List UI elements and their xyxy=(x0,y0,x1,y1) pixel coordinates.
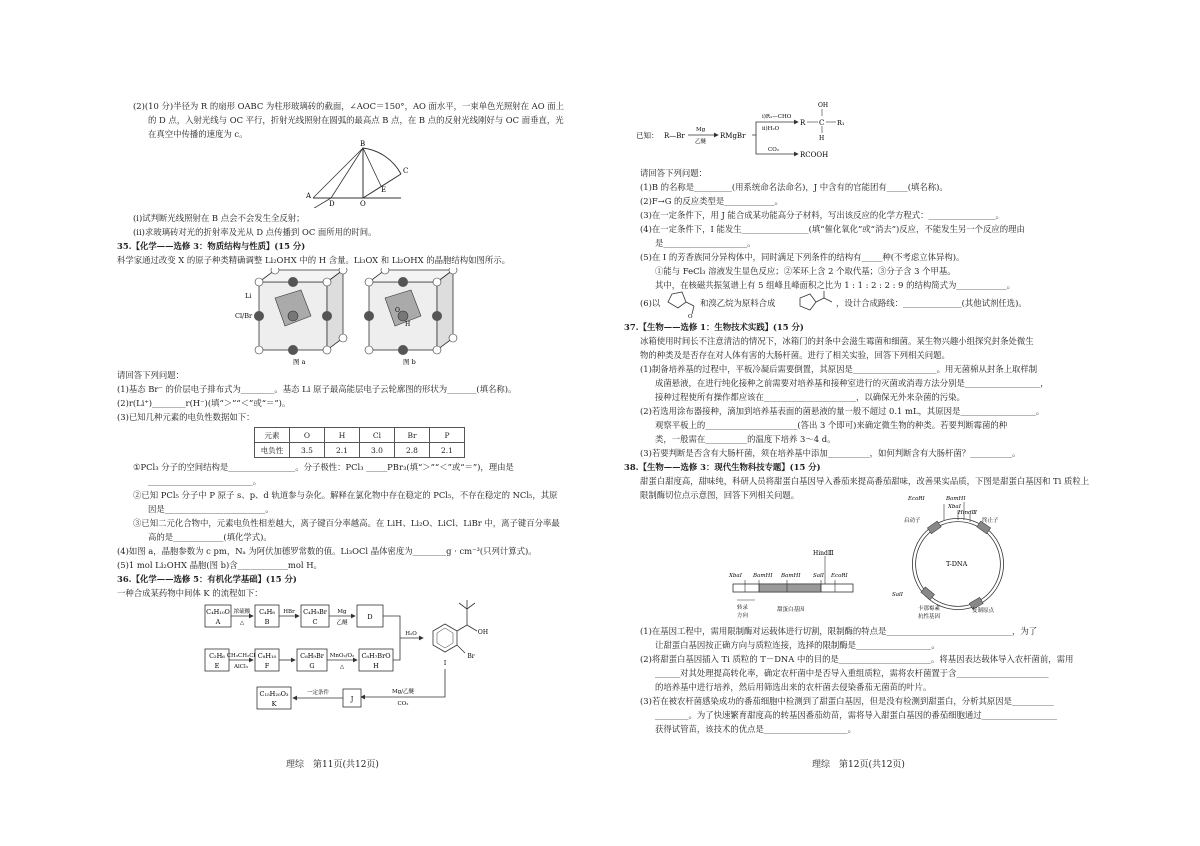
known-step2: ii)H₂O xyxy=(762,126,780,132)
svg-text:A: A xyxy=(215,618,221,626)
label-li: Li xyxy=(245,292,252,300)
q36c-s2: (2)F→G 的反应类型是____________。 xyxy=(640,196,783,206)
electronegativity-table xyxy=(254,427,465,458)
arrow-gh-top: MnO₂/O₂ xyxy=(329,653,355,659)
svg-text:C₄H₁₀O: C₄H₁₀O xyxy=(206,608,230,616)
q35-s3-3b: 高的是____________(填化学式)。 xyxy=(148,532,272,542)
svg-text:K: K xyxy=(271,700,277,708)
right-footer: 理综 第12页(共12页) xyxy=(812,760,905,770)
label-d: D xyxy=(329,200,335,208)
table-cell: Br xyxy=(395,428,430,443)
svg-text:O: O xyxy=(688,314,693,318)
table-cell: 元素 xyxy=(255,428,290,443)
refracted-ray xyxy=(331,148,363,198)
sector-figure xyxy=(305,140,425,208)
svg-text:C₈H₉Br: C₈H₉Br xyxy=(300,652,324,660)
box-k xyxy=(257,687,291,709)
known-product1-r: R xyxy=(800,119,806,127)
q37-s1c: 接种过程使所有操作都应该在______________________，以确保无外来杂菌的污染。 xyxy=(655,392,965,402)
gene-eco: EcoRⅠ xyxy=(831,573,848,579)
svg-text:H: H xyxy=(373,662,379,670)
q38-s2a: (2)将甜蛋白基因插入 Ti 质粒的 T－DNA 中的目的是______________________。将基因表达载体导入农杆菌前，需用 xyxy=(640,654,1074,664)
table-cell: 2.1 xyxy=(325,443,360,458)
q36c-s6b: 和溴乙烷为原料合成 xyxy=(700,298,776,308)
svg-text:C₈H₇BrO: C₈H₇BrO xyxy=(361,652,391,660)
label-cl-br: Cl/Br xyxy=(235,312,253,320)
table-cell: 2.8 xyxy=(395,443,430,458)
q36c-s4b: 是____________________。 xyxy=(655,238,756,248)
box-g xyxy=(297,649,327,671)
arc-left xyxy=(313,148,363,198)
arrow-h2o: H₂O xyxy=(405,631,417,637)
q35-s3-2b: 因是________________________。 xyxy=(148,504,274,514)
plasmid-kan1: 卡那霉素 xyxy=(918,606,941,612)
q35-s3-1a: ①PCl₃ 分子的空间结构是________________。分子极性：PCl₃ _____PBr₃(填“＞”“＜”或“＝”)，理由是 xyxy=(133,462,514,472)
gene-sal: SalⅠ xyxy=(813,573,824,579)
q34-2-line2: 的 D 点，入射光线与 OC 平行，折射光线照射在圆弧的最高点 B 点，在 B 点的反射光线刚好与 OC 面垂直，光 xyxy=(148,115,564,125)
q36c-s3: (3)在一定条件下，用 J 能合成某功能高分子材料，写出该反应的化学方程式：________________。 xyxy=(640,210,1004,220)
q38-title: 38.【生物——选修 3：现代生物科技专题】(15 分) xyxy=(624,462,821,472)
svg-text:OH: OH xyxy=(477,629,489,636)
q36-title: 36.【化学——选修 5：有机化学基础】(15 分) xyxy=(117,574,297,584)
svg-text:C₄H₉Br: C₄H₉Br xyxy=(303,608,327,616)
box-f xyxy=(255,649,279,671)
q34-2-sub1: (i)试判断光线照射在 B 点会不会发生全反射； xyxy=(133,213,305,223)
svg-text:C₈H₁₀: C₈H₁₀ xyxy=(257,652,277,660)
q35-s3-1b: _________________________。 xyxy=(148,476,262,486)
q38-s3b: ________。为了快速繁育甜度高的转基因番茄幼苗，需将导入甜蛋白基因的番茄细胞通过__________________ xyxy=(655,710,1057,720)
fig-a-caption: 图 a xyxy=(293,358,306,366)
gene-xba: XbaⅠ xyxy=(729,573,742,579)
arrow-cd-top: Mg xyxy=(337,609,347,615)
known-step1: i)R₁—CHO xyxy=(762,114,792,120)
q38-s3c: 获得试管苗，该技术的优点是____________________。 xyxy=(655,724,856,734)
svg-text:I: I xyxy=(443,660,447,667)
known-product1-h: H xyxy=(819,135,825,142)
q37-s3: (3)若要判断是否含有大肠杆菌，须在培养基中添加__________，如何判断含有大肠杆菌？__________。 xyxy=(640,448,1021,458)
label-e: E xyxy=(381,186,387,194)
svg-text:D: D xyxy=(367,613,373,621)
svg-text:Br: Br xyxy=(467,653,475,660)
known-carbon: C xyxy=(819,119,825,127)
arrow-ef-top: CH₃CH₂Cl xyxy=(226,653,256,659)
incident-ray xyxy=(311,198,331,208)
cyclopentanone-structure xyxy=(662,288,698,318)
crystal-a xyxy=(254,268,347,355)
q35-intro: 科学家通过改变 X 的原子种类精确调整 Li₂OHX 中的 H 含量。Li₃OX 和 Li₂OHX 的晶胞结构如图所示。 xyxy=(117,255,510,265)
table-cell: Cl xyxy=(360,428,395,443)
q35-s5: (5)1 mol Li₂OHX 晶胞(图 b)含____________mol H。 xyxy=(117,560,322,570)
box-h xyxy=(359,649,393,671)
gene-hind: HindⅢ xyxy=(813,550,834,557)
gene-name: 甜蛋白基因 xyxy=(777,607,805,613)
ti-plasmid-map xyxy=(888,492,1028,620)
plasmid-kan2: 抗性基因 xyxy=(918,614,941,620)
q37-s2a: (2)若选用涂布器接种，滴加到培养基表面的菌悬液的量一般不超过 0.1 mL，其原因是__________________。 xyxy=(640,406,1045,416)
left-footer: 理综 第11页(共12页) xyxy=(286,760,379,770)
q38-s1a: (1)在基因工程中，需用限制酶对运载体进行切割，限制酶的特点是______________________________，为了 xyxy=(640,626,1038,636)
q35-s3-3a: ③已知二元化合物中，元素电负性相差越大，离子键百分率越高。在 LiH、Li₂O、LiCl、LiBr 中，离子键百分率最 xyxy=(133,518,560,528)
fig-b-caption: 图 b xyxy=(403,358,416,366)
q35-s3: (3)已知几种元素的电负性数据如下： xyxy=(117,412,255,422)
target-product-structure xyxy=(796,288,836,314)
gene-dir1: 转录 xyxy=(737,605,749,611)
known-product2: RCOOH xyxy=(800,151,829,159)
svg-text:C₂H₆: C₂H₆ xyxy=(209,652,225,660)
plasmid-xba: XbaⅠ xyxy=(948,504,961,510)
q35-s2: (2)r(Li⁺)________r(H⁻)(填“＞”“＜”或“＝”)。 xyxy=(117,398,291,408)
table-cell: 3.0 xyxy=(360,443,395,458)
reflected-ray xyxy=(363,148,381,186)
label-a: A xyxy=(306,192,312,200)
q37-s2c: 类，一般需在__________的温度下培养 3～4 d。 xyxy=(655,434,836,444)
q35-s1: (1)基态 Br⁻ 的价层电子排布式为________。基态 Li 原子最高能层电子云轮廓图的形状为_______(填名称)。 xyxy=(117,384,517,394)
table-cell: O xyxy=(290,428,325,443)
gene-bam1: BamHⅠ xyxy=(753,573,773,579)
q35-s3-2a: ②已知 PCl₅ 分子中 P 原子 s、p、d 轨道参与杂化。解释在氯化物中存在稳定的 PCl₅，不存在稳定的 NCl₅，其原 xyxy=(133,490,558,500)
box-j xyxy=(343,689,361,707)
gene-map xyxy=(725,548,865,620)
q36-intro: 一种合成某药物中间体 K 的流程如下： xyxy=(117,588,263,598)
q35-ask: 请回答下列问题： xyxy=(117,370,184,380)
box-a xyxy=(205,605,231,627)
plasmid-tdna: T-DNA xyxy=(946,560,968,568)
svg-text:J: J xyxy=(350,695,354,703)
synthesis-flowchart xyxy=(195,595,525,717)
crystal-figures xyxy=(235,268,465,366)
q36c-s6c: ，设计合成路线：______________(其他试剂任选)。 xyxy=(836,298,1027,308)
q37-s1b: 成菌悬液，在进行纯化接种之前需要对培养基和接种室进行的灭菌或消毒方法分别是__________________， xyxy=(655,378,1049,388)
table-row xyxy=(255,428,465,443)
q36c-s5c: 其中，在核磁共振氢谱上有 5 组峰且峰面积之比为 1 : 1 : 2 : 2 : 9 的结构简式为____________。 xyxy=(655,280,1015,290)
table-row xyxy=(255,443,465,458)
q35-s4: (4)如图 a，晶胞参数为 c pm，Nₐ 为阿伏加德罗常数的值。Li₃OCl 晶体密度为________g · cm⁻³(只列计算式)。 xyxy=(117,546,537,556)
known-product1-r1: R₁ xyxy=(837,119,845,127)
q38-s3a: (3)若在被农杆菌感染成功的番茄细胞中检测到了甜蛋白基因，但是没有检测到甜蛋白，分析其原因是__________ xyxy=(640,696,1054,706)
q34-2-line3: 在真空中传播的速度为 c。 xyxy=(148,129,248,139)
known-label: 已知： xyxy=(636,131,659,140)
known-co2: CO₂ xyxy=(768,147,779,153)
q36c-s6a: (6)以 xyxy=(640,298,661,308)
table-cell: 电负性 xyxy=(255,443,290,458)
label-b: B xyxy=(360,140,366,148)
svg-text:C₄H₈: C₄H₈ xyxy=(259,608,275,616)
q34-2-line1: (2)(10 分)半径为 R 的扇形 OABC 为柱形玻璃砖的截面，∠AOC＝150°，AO 面水平，一束单色光照射在 AO 面上 xyxy=(133,101,565,111)
q36c-ask: 请回答下列问题： xyxy=(640,168,707,178)
gene-dir2: 方向 xyxy=(737,613,749,619)
q35-title: 35.【化学——选修 3：物质结构与性质】(15 分) xyxy=(117,241,306,251)
q38-s2b: ______对其处理提高转化率，确定农杆菌中是否导入重组质粒，需将农杆菌置于含______________________ xyxy=(655,668,1049,678)
svg-text:G: G xyxy=(309,662,315,670)
svg-text:B: B xyxy=(264,618,270,626)
arrow-ef-bot: AlCl₃ xyxy=(234,664,248,670)
q36c-s5b: ①能与 FeCl₃ 溶液发生显色反应；②苯环上含 2 个取代基；③分子含 3 个甲基。 xyxy=(655,266,956,276)
plasmid-promoter: 启动子 xyxy=(904,518,921,524)
label-h-atom: H xyxy=(405,321,411,328)
svg-text:F: F xyxy=(264,662,270,670)
gene-bam2: BamHⅠ xyxy=(781,573,801,579)
q38-intro2: 限制酶切位点示意图，回答下列相关问题。 xyxy=(640,490,800,500)
known-reactant: R—Br xyxy=(664,132,685,140)
label-c: C xyxy=(403,167,409,175)
box-e xyxy=(205,649,229,671)
known-ether: 乙醚 xyxy=(695,139,707,145)
compound-i-structure xyxy=(433,600,488,667)
plasmid-ori: 复制原点 xyxy=(972,608,995,614)
box-c xyxy=(301,605,329,627)
q37-s1a: (1)制备培养基的过程中，平板冷凝后需要倒置，其原因是____________________。用无菌棉从封条上取样制 xyxy=(640,364,1038,374)
arrow-gh-bot: △ xyxy=(339,664,345,670)
arrow-jk: 一定条件 xyxy=(306,690,330,696)
arrow-ij-bot: CO₂ xyxy=(397,701,409,707)
arrow-cd-bot: 乙醚 xyxy=(336,620,348,626)
plasmid-eco: EcoRⅠ xyxy=(908,496,925,502)
box-b xyxy=(255,605,279,627)
arrow-bc: HBr xyxy=(283,609,295,615)
table-cell: P xyxy=(430,428,465,443)
q37-intro1: 冰箱使用时间长不注意清洁的情况下，冰箱门的封条中会滋生霉菌和细菌。某生物兴趣小组探究封条处微生 xyxy=(640,336,1034,346)
q38-s2c: 的培养基中进行培养，然后用筛选出来的农杆菌去侵染番茄无菌苗的叶片。 xyxy=(655,682,932,692)
plasmid-sal: SalⅠ xyxy=(892,592,903,598)
known-reaction-scheme xyxy=(636,98,866,164)
q36c-s5a: (5)在 I 的芳香族同分异构体中，同时满足下列条件的结构有_____种(不考虑立体异构)。 xyxy=(640,252,965,262)
plasmid-bam: BamHⅠ xyxy=(946,496,966,502)
known-product1-oh: OH xyxy=(818,102,829,109)
box-d xyxy=(357,605,383,627)
table-cell: 3.5 xyxy=(290,443,325,458)
q34-2-sub2: (ii)求玻璃砖对光的折射率及光从 D 点传播到 OC 面所用的时间。 xyxy=(133,227,377,237)
q36c-s4a: (4)在一定条件下，I 能发生________________(填“催化氧化”或“消去”)反应，不能发生另一个反应的理由 xyxy=(640,224,1025,234)
q37-title: 37.【生物——选修 1：生物技术实践】(15 分) xyxy=(624,322,804,332)
svg-text:C₁₅H₂₀O₃: C₁₅H₂₀O₃ xyxy=(259,690,289,698)
svg-text:E: E xyxy=(214,662,220,670)
crystal-b xyxy=(364,268,457,355)
svg-text:C: C xyxy=(312,618,318,626)
known-grignard: RMgBr xyxy=(720,132,746,140)
plasmid-terminator: 终止子 xyxy=(982,518,999,524)
arrow-ab-top: 浓硫酸 xyxy=(233,609,251,615)
plasmid-hind: HindⅢ xyxy=(958,510,977,516)
q36c-s1: (1)B 的名称是_________(用系统命名法命名)，J 中含有的官能团有_____(填名称)。 xyxy=(640,182,948,192)
table-cell: 2.1 xyxy=(430,443,465,458)
known-mg: Mg xyxy=(696,127,706,133)
arrow-ab-bot: △ xyxy=(239,620,245,626)
q38-s1b: 让甜蛋白基因按正确方向与质粒连接，选择的限制酶是__________________。 xyxy=(655,640,940,650)
arrow-ij-top: Mg/乙醚 xyxy=(391,689,415,695)
label-o-atom: O xyxy=(395,307,400,314)
q38-intro1: 甜蛋白甜度高，甜味纯，科研人员将甜蛋白基因导入番茄来提高番茄甜味，改善果实品质，下图是甜蛋白基因和 Ti 质粒上 xyxy=(640,476,1090,486)
table-cell: H xyxy=(325,428,360,443)
q37-intro2: 物的种类及是否存在对人体有害的大肠杆菌。进行了相关实验，回答下列相关问题。 xyxy=(640,350,950,360)
q37-s2b: 观察平板上的______________________(答出 3 个即可)来确定微生物的种类。若要判断霉菌的种 xyxy=(655,420,1008,430)
label-o: O xyxy=(360,200,366,208)
